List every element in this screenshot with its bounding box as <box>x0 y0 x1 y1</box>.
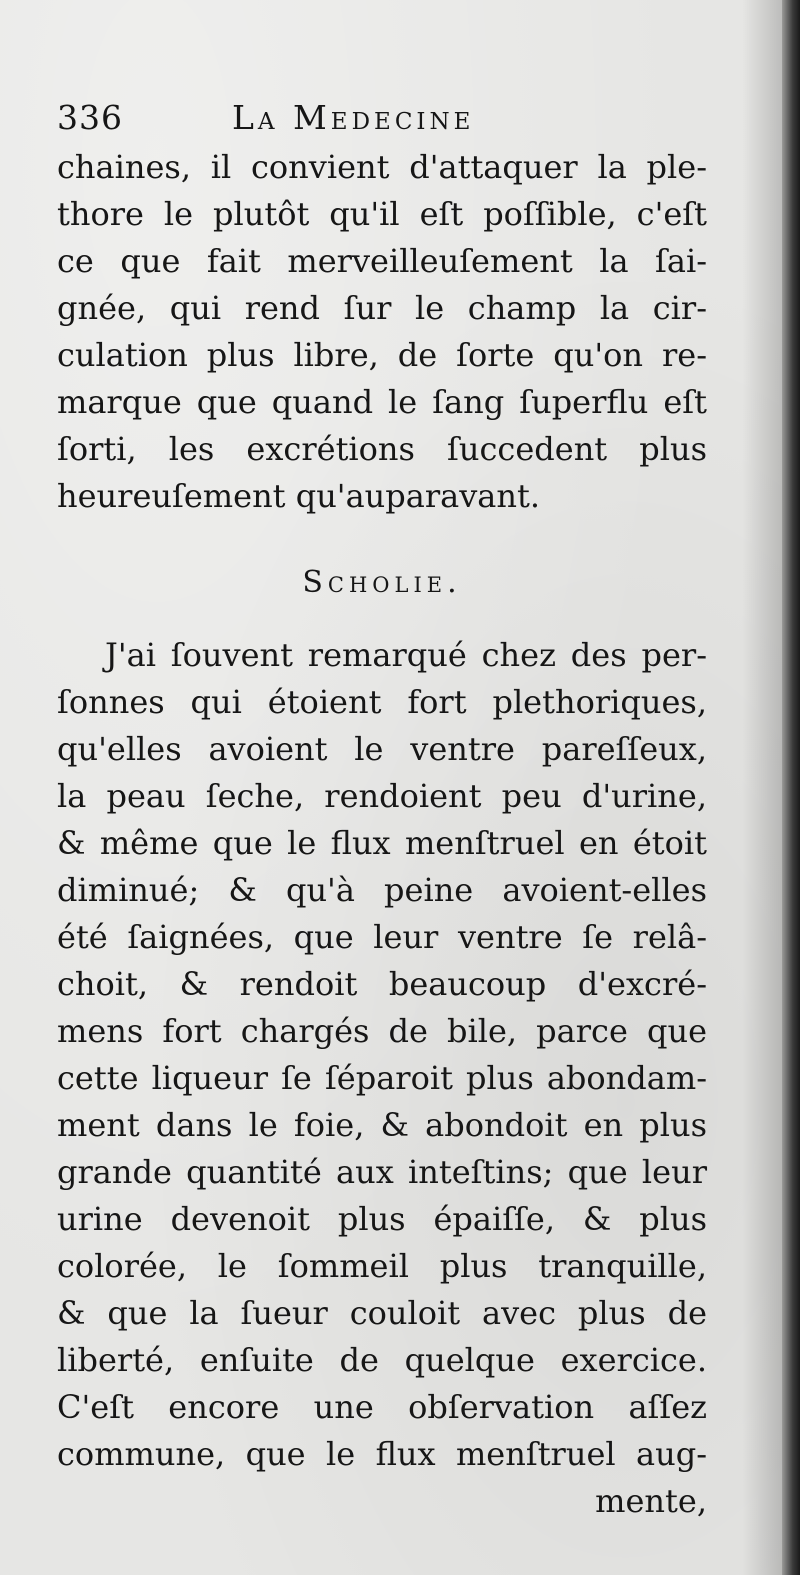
text-line: liberté, enſuite de quelque exercice. <box>57 1341 707 1379</box>
spacer <box>57 608 707 632</box>
catchword: mente, <box>595 1482 707 1520</box>
text-line: heureuſement qu'auparavant. <box>57 477 541 515</box>
text-line: urine devenoit plus épaiſſe, & plus <box>57 1200 707 1238</box>
text-block <box>57 92 707 1525</box>
page-gutter-shadow <box>742 0 782 1575</box>
page-edge <box>782 0 800 1575</box>
text-line: grande quantité aux inteſtins; que leur <box>57 1153 707 1191</box>
text-line: & même que le flux menſtruel en étoit <box>57 824 707 862</box>
section-heading: Scholie. <box>302 565 462 600</box>
text-line: cette liqueur ſe ſéparoit plus abondam- <box>57 1059 707 1097</box>
text-line: choit, & rendoit beaucoup d'excré- <box>57 965 707 1003</box>
text-line: J'ai ſouvent remarqué chez des per- <box>105 636 707 674</box>
text-line: ce que fait merveilleuſement la ſai- <box>57 242 707 280</box>
text-line: diminué; & qu'à peine avoient-elles <box>57 871 707 909</box>
text-line: colorée, le ſommeil plus tranquille, <box>57 1247 707 1285</box>
paragraph-1 <box>57 144 707 520</box>
text-line: thore le plutôt qu'il eſt poſſible, c'eſt <box>57 195 707 233</box>
text-line: ſonnes qui étoient fort plethoriques, <box>57 683 707 721</box>
text-line: gnée, qui rend ſur le champ la cir- <box>57 289 707 327</box>
running-title: La Medecine <box>232 98 475 137</box>
text-line: qu'elles avoient le ventre pareſſeux, <box>57 730 707 768</box>
spacer <box>57 520 707 558</box>
text-line: marque que quand le ſang ſuperflu eſt <box>57 383 707 421</box>
text-line: chaines, il convient d'attaquer la ple- <box>57 148 707 186</box>
paragraph-2 <box>57 632 707 1478</box>
text-line: ſorti, les excrétions ſuccedent plus <box>57 430 707 468</box>
text-line: mens fort chargés de bile, parce que <box>57 1012 707 1050</box>
text-line: C'eſt encore une obſervation aſſez <box>57 1388 707 1426</box>
running-head <box>57 92 707 144</box>
text-line: été ſaignées, que leur ventre ſe relâ- <box>57 918 707 956</box>
text-line: ment dans le foie, & abondoit en plus <box>57 1106 707 1144</box>
text-line: culation plus libre, de ſorte qu'on re- <box>57 336 707 374</box>
page-number: 336 <box>57 98 123 137</box>
text-line: la peau ſeche, rendoient peu d'urine, <box>57 777 707 815</box>
text-line: commune, que le flux menſtruel aug- <box>57 1435 707 1473</box>
text-line: & que la ſueur couloit avec plus de <box>57 1294 707 1332</box>
